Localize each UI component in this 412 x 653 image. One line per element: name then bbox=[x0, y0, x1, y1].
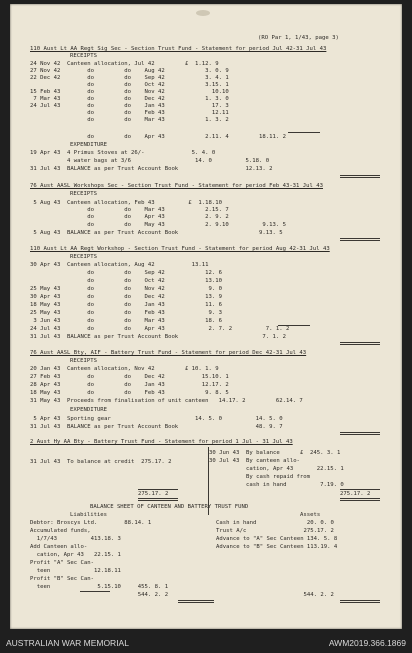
header-reference: (RO Par 1, 1/43, page 3) bbox=[258, 35, 339, 41]
ledger-row: Add Canteen allo- bbox=[30, 544, 88, 550]
section-title: BALANCE SHEET OF CANTEEN AND BATTERY TRUST FUND bbox=[90, 504, 249, 510]
section-title: 2 Aust Hy AA Bty - Battery Trust Fund - Statement for period 1 Jul - 31 Jul 43 bbox=[30, 439, 293, 445]
ledger-row: 4 water bags at 3/6 14. 0 5.18. 0 bbox=[30, 158, 270, 164]
ledger-row: 25 May 43 do do Feb 43 9. 3 bbox=[30, 310, 222, 316]
ledger-row: 24 Jul 43 do do Apr 43 2. 7. 2 7. 1. 2 bbox=[30, 326, 290, 332]
ledger-total: 544. 2. 2 bbox=[216, 592, 334, 598]
sum-rule bbox=[340, 489, 380, 490]
ledger-row: 5 Apr 43 Sporting gear 14. 5. 0 14. 5. 0 bbox=[30, 416, 283, 422]
ledger-row: cation, Apr 43 22.15. 1 bbox=[30, 552, 121, 558]
expenditure-heading: EXPENDITURE bbox=[70, 142, 108, 148]
ledger-row: teen 5.15.10 455. 8. 1 bbox=[30, 584, 169, 590]
ledger-row: 18 May 43 do do Feb 43 9. 8. 5 bbox=[30, 390, 229, 396]
ledger-row: 3 Jun 43 do do Mar 43 18. 6 bbox=[30, 318, 222, 324]
ledger-row: do do Oct 42 3.15. 1 bbox=[30, 82, 229, 88]
ledger-row: 20 Jan 43 Canteen allocation, Nov 42 £ 10. 1. 9 bbox=[30, 366, 219, 372]
ledger-row: 24 Jul 43 do do Jan 43 17. 3 bbox=[30, 103, 229, 109]
ledger-row: do do May 43 2. 9.10 9.13. 5 bbox=[30, 222, 286, 228]
ledger-row: Advance to "A" Sec Canteen 134. 5. 8 bbox=[216, 536, 338, 542]
ledger-row: By cash repaid from bbox=[209, 474, 311, 480]
ledger-row: 24 Nov 42 Canteen allocation, Jul 42 £ 1.12. 9 bbox=[30, 61, 219, 67]
sum-rule bbox=[80, 591, 110, 592]
ledger-row: do do Apr 43 2. 9. 2 bbox=[30, 214, 229, 220]
double-rule bbox=[340, 342, 380, 345]
receipts-heading: RECEIPTS bbox=[70, 358, 97, 364]
expenditure-heading: EXPENDITURE bbox=[70, 407, 108, 413]
ledger-row: cash in hand 7.19. 0 bbox=[209, 482, 344, 488]
ledger-row: 30 Jun 43 By balance £ 245. 3. 1 bbox=[209, 450, 341, 456]
ledger-row: 31 May 43 Proceeds from finalisation of unit canteen 14.17. 2 62.14. 7 bbox=[30, 398, 303, 404]
total-right: 275.17. 2 bbox=[340, 491, 371, 497]
ledger-row: 30 Apr 43 do do Dec 42 13. 9 bbox=[30, 294, 222, 300]
accession-number: AWM2019.366.1869 bbox=[328, 638, 406, 648]
ledger-row: 19 Apr 43 4 Primus Stoves at 26/- 5. 4. 0 bbox=[30, 150, 216, 156]
ledger-row: 25 May 43 do do Nov 42 9. 0 bbox=[30, 286, 222, 292]
balance-row: 5 Aug 43 BALANCE as per Trust Account Book 9.13. 5 bbox=[30, 230, 283, 236]
ledger-row: 22 Dec 42 do do Sep 42 3. 4. 1 bbox=[30, 75, 229, 81]
ledger-row: 5 Aug 43 Canteen allocation, Feb 43 £ 1.18.10 bbox=[30, 200, 222, 206]
institution-label: AUSTRALIAN WAR MEMORIAL bbox=[6, 638, 129, 648]
section-title: 76 Aust AASL Bty, AIF - Battery Trust Fund - Statement for period Dec 42-31 Jul 43 bbox=[30, 350, 307, 356]
ledger-row: 30 Apr 43 Canteen allocation, Aug 42 13.11 bbox=[30, 262, 209, 268]
double-rule bbox=[340, 432, 380, 435]
double-rule bbox=[340, 238, 380, 241]
ledger-row: 27 Nov 42 do do Aug 42 3. 0. 9 bbox=[30, 68, 229, 74]
ledger-row: 27 Feb 43 do do Dec 42 15.10. 1 bbox=[30, 374, 229, 380]
ledger-row: Cash in hand 20. 0. 0 bbox=[216, 520, 334, 526]
section-title: 76 Aust AASL Workshops Sec - Section Trust Fund - Statement for period Feb 43-31 Jul 43 bbox=[30, 183, 323, 189]
ledger-total: 544. 2. 2 bbox=[30, 592, 169, 598]
balance-row: 31 Jul 43 BALANCE as per Trust Account Book 48. 9. 7 bbox=[30, 424, 283, 430]
ledger-row: do do Mar 43 2.15. 7 bbox=[30, 207, 229, 213]
sum-rule bbox=[138, 489, 178, 490]
ledger-row: Advance to "B" Sec Canteen 113.19. 4 bbox=[216, 544, 338, 550]
liabilities-heading: Liabilities bbox=[70, 512, 108, 518]
ledger-row: Accumulated funds, bbox=[30, 528, 91, 534]
ledger-row: Profit "A" Sec Can- bbox=[30, 560, 94, 566]
ledger-row: do do Mar 43 1. 3. 2 bbox=[30, 117, 229, 123]
ledger-row: do do Sep 42 12. 6 bbox=[30, 270, 222, 276]
ledger-row: 7 Mar 43 do do Dec 42 1. 3. 0 bbox=[30, 96, 229, 102]
ledger-row: 28 Apr 43 do do Jan 43 12.17. 2 bbox=[30, 382, 229, 388]
ledger-row: do do Apr 43 2.11. 4 18.11. 2 bbox=[30, 134, 286, 140]
sum-rule bbox=[288, 132, 320, 133]
balance-row: 31 Jul 43 BALANCE as per Trust Account Book 7. 1. 2 bbox=[30, 334, 286, 340]
receipts-heading: RECEIPTS bbox=[70, 191, 97, 197]
ledger-row: 30 Jul 43 By canteen allo- bbox=[209, 458, 300, 464]
double-rule bbox=[178, 600, 214, 603]
ledger-row: 18 May 43 do do Jan 43 11. 6 bbox=[30, 302, 222, 308]
ledger-row: 31 Jul 43 To balance at credit 275.17. 2 bbox=[30, 459, 172, 465]
document-page bbox=[10, 4, 402, 629]
archive-footer bbox=[0, 631, 412, 653]
ledger-row: Profit "B" Sec Can- bbox=[30, 576, 94, 582]
ledger-row: do do Feb 43 12.11 bbox=[30, 110, 229, 116]
total-left: 275.17. 2 bbox=[138, 491, 169, 497]
section-title: 110 Aust Lt AA Regt Sig Sec - Section Trust Fund - Statement for period Jul 42-31 Jul 43 bbox=[30, 46, 327, 52]
ledger-row: do do Oct 42 13.10 bbox=[30, 278, 222, 284]
receipts-heading: RECEIPTS bbox=[70, 53, 97, 59]
section-title: 110 Aust Lt AA Regt Workshop - Section Trust Fund - Statement for period Aug 42-31 Jul 43 bbox=[30, 246, 330, 252]
ledger-row: Trust A/c 275.17. 2 bbox=[216, 528, 334, 534]
punch-hole bbox=[196, 10, 210, 16]
ledger-row: 15 Feb 43 do do Nov 42 10.10 bbox=[30, 89, 229, 95]
ledger-row: Debtor: Broscys Ltd. 88.14. 1 bbox=[30, 520, 152, 526]
ledger-row: 1/7/43 413.18. 3 bbox=[30, 536, 121, 542]
balance-row: 31 Jul 43 BALANCE as per Trust Account Book 12.13. 2 bbox=[30, 166, 273, 172]
double-rule bbox=[340, 175, 380, 178]
receipts-heading: RECEIPTS bbox=[70, 254, 97, 260]
double-rule bbox=[138, 498, 178, 501]
ledger-row: cation, Apr 43 22.15. 1 bbox=[209, 466, 344, 472]
assets-heading: Assets bbox=[300, 512, 321, 518]
double-rule bbox=[340, 600, 380, 603]
double-rule bbox=[340, 498, 380, 501]
ledger-row: teen 12.18.11 bbox=[30, 568, 121, 574]
